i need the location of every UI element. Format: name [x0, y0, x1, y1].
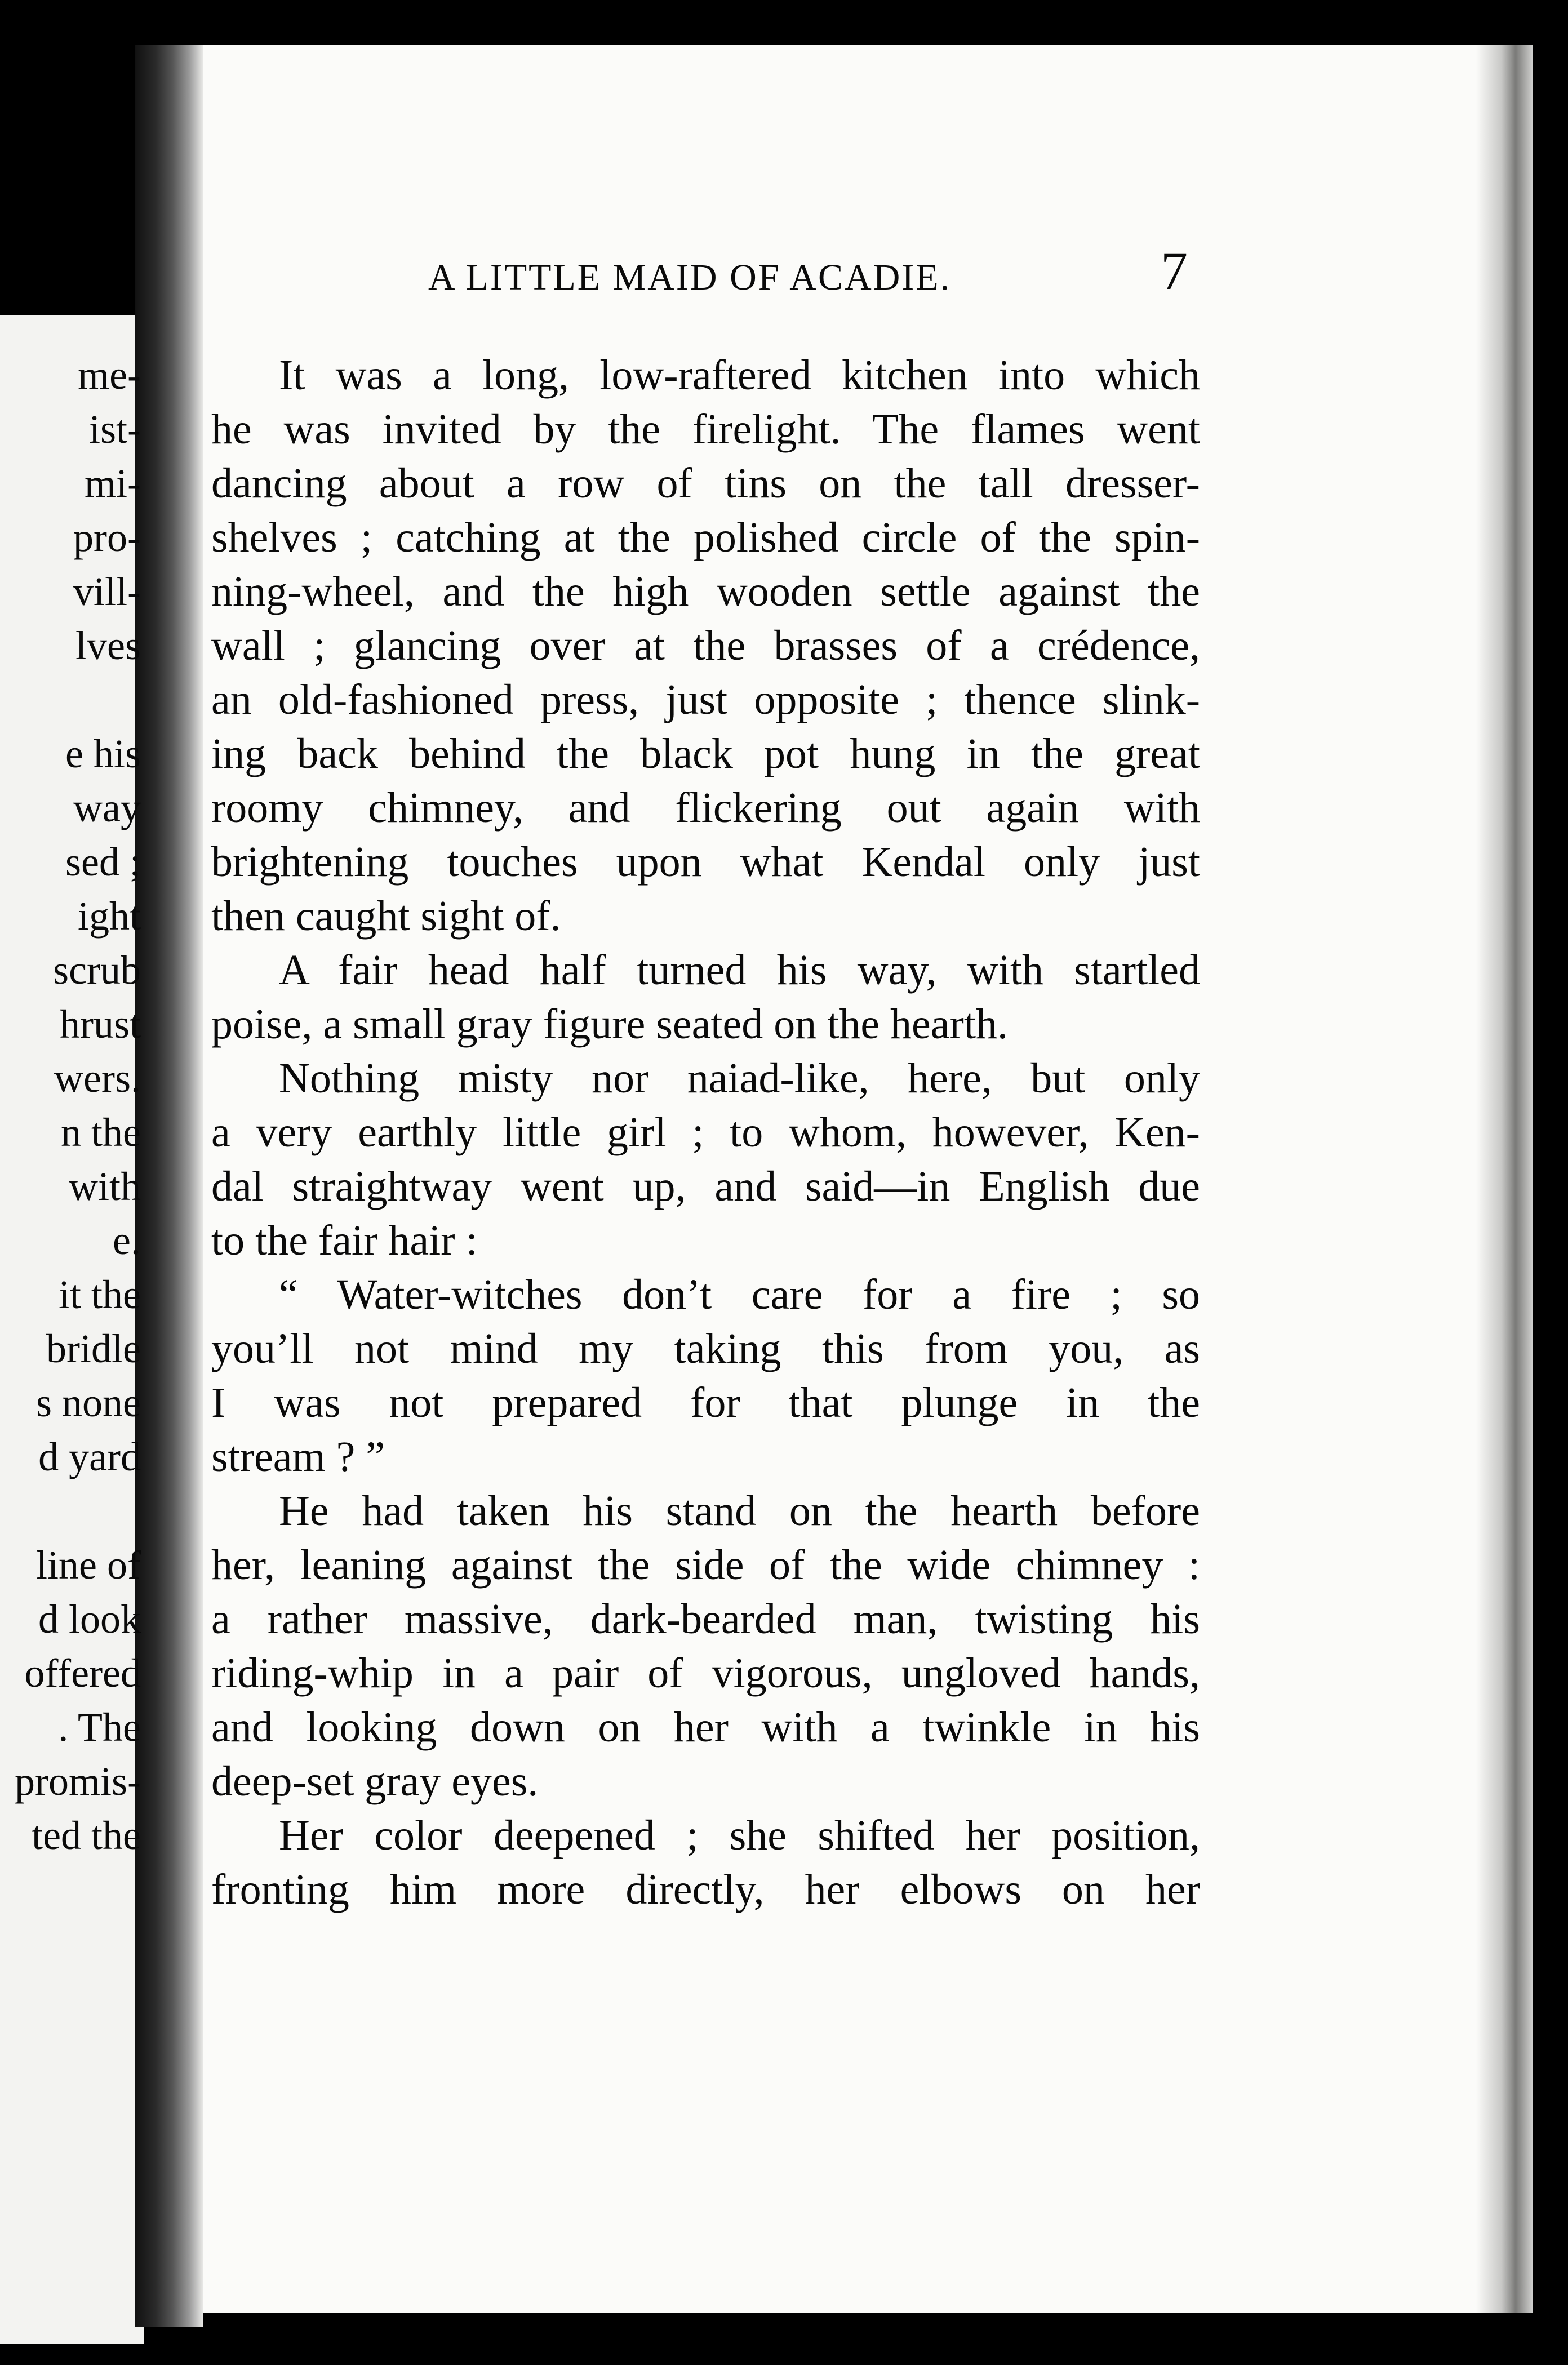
page-right-edge-shadow — [1476, 45, 1533, 2313]
margin-fragment: d yard — [38, 1434, 141, 1479]
margin-fragment: ted the — [32, 1813, 141, 1858]
text-line: deep-set gray eyes. — [211, 1758, 539, 1805]
margin-fragment: wers. — [54, 1056, 141, 1101]
margin-fragment: hrust — [60, 1002, 141, 1047]
text-line: shelves ; catching at the polished circle of the spin- — [211, 514, 1200, 561]
text-line: riding-whip in a pair of vigorous, ungloved hands, — [211, 1650, 1200, 1697]
text-line: I was not prepared for that plunge in the — [211, 1379, 1200, 1426]
text-line: He had taken his stand on the hearth before — [279, 1487, 1200, 1535]
margin-fragment: d look — [38, 1597, 141, 1642]
text-line: then caught sight of. — [211, 892, 561, 940]
text-line: ning-wheel, and the high wooden settle against the — [211, 568, 1200, 615]
margin-fragment — [0, 673, 141, 727]
margin-fragment: ist- — [88, 407, 141, 452]
text-line: poise, a small gray figure seated on the hearth. — [211, 1001, 1008, 1048]
book-binding-shadow — [135, 45, 203, 2327]
text-line: and looking down on her with a twinkle in his — [211, 1704, 1200, 1751]
margin-fragment: scrub — [53, 948, 141, 993]
text-line: ing back behind the black pot hung in the great — [211, 730, 1200, 777]
text-line: Her color deepened ; she shifted her position, — [279, 1812, 1200, 1859]
margin-fragment: ight — [77, 893, 141, 939]
margin-fragment — [0, 1484, 141, 1538]
margin-fragment: offered — [24, 1651, 141, 1696]
text-line: you’ll not mind my taking this from you, as — [211, 1325, 1200, 1372]
margin-fragment: s none — [36, 1380, 141, 1425]
adjacent-page-text-fragments — [0, 348, 141, 1862]
text-line: a rather massive, dark-bearded man, twisting his — [211, 1595, 1200, 1643]
margin-fragment: way — [73, 785, 141, 830]
text-line: roomy chimney, and flickering out again with — [211, 784, 1200, 832]
page-number: 7 — [1161, 241, 1188, 301]
margin-fragment: . The — [58, 1705, 141, 1750]
margin-fragment: sed ; — [65, 839, 141, 884]
margin-fragment: bridle — [46, 1326, 141, 1371]
margin-fragment: lves — [75, 623, 141, 668]
text-line: Nothing misty nor naiad-like, here, but only — [279, 1055, 1200, 1102]
text-line: an old-fashioned press, just opposite ; thence slink- — [211, 676, 1200, 723]
text-line: dal straightway went up, and said—in English due — [211, 1163, 1200, 1210]
margin-fragment: n the — [61, 1110, 141, 1155]
text-line: fronting him more directly, her elbows on her — [211, 1866, 1200, 1913]
margin-fragment: mi- — [85, 461, 141, 506]
text-line: a very earthly little girl ; to whom, however, Ken- — [211, 1109, 1200, 1156]
text-line: brightening touches upon what Kendal only just — [211, 838, 1200, 886]
margin-fragment: line of — [36, 1542, 141, 1588]
body-text — [211, 348, 1200, 1917]
text-line: It was a long, low-raftered kitchen into which — [279, 352, 1200, 399]
margin-fragment: with — [68, 1164, 141, 1209]
text-line: dancing about a row of tins on the tall dresser- — [211, 460, 1200, 507]
text-line: A fair head half turned his way, with startled — [279, 946, 1200, 994]
running-head: A LITTLE MAID OF ACADIE. — [428, 257, 952, 298]
text-line: he was invited by the firelight. The flames went — [211, 406, 1200, 453]
margin-fragment: it the — [59, 1272, 141, 1317]
text-line: to the fair hair : — [211, 1217, 478, 1264]
margin-fragment: vill- — [73, 569, 141, 614]
margin-fragment: pro- — [73, 515, 141, 560]
text-line: “ Water-witches don’t care for a fire ; so — [279, 1271, 1200, 1318]
text-line: her, leaning against the side of the wide chimney : — [211, 1541, 1200, 1589]
margin-fragment: promis- — [15, 1759, 141, 1804]
margin-fragment: e his — [65, 731, 141, 776]
margin-fragment: me- — [78, 353, 141, 398]
margin-fragment: e. — [113, 1218, 141, 1263]
text-line: wall ; glancing over at the brasses of a crédence, — [211, 622, 1200, 669]
text-line: stream ? ” — [211, 1433, 385, 1481]
